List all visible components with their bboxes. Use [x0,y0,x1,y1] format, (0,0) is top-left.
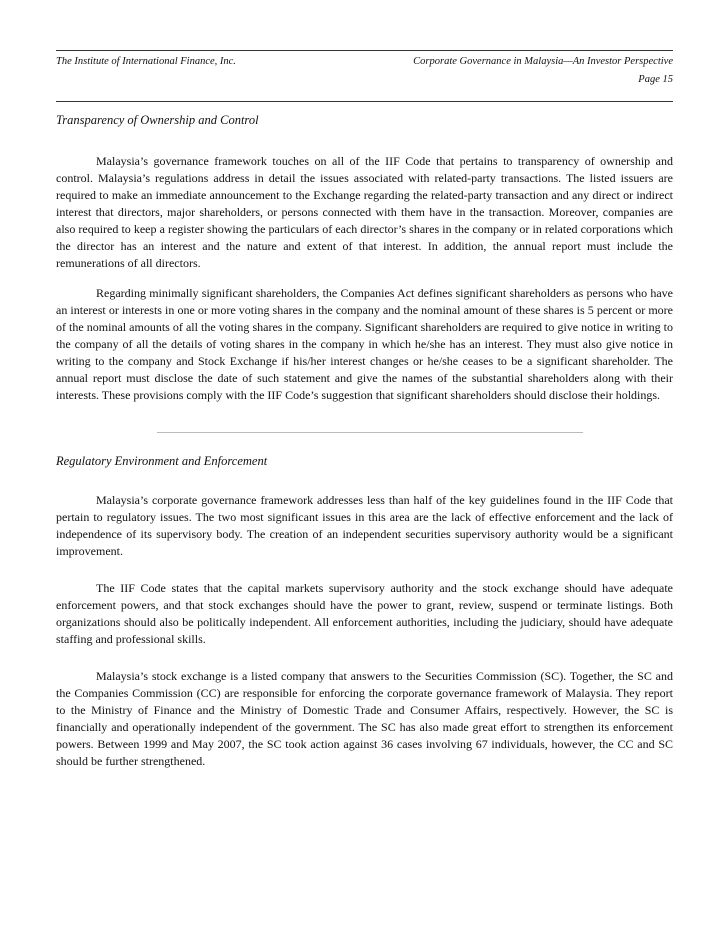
paragraph-regulatory-2: The IIF Code states that the capital markets supervisory authority and the stock exchange should have adequate enforcement powers, and that stock exchanges should have the power to grant, review, suspend or terminate listings. Both organizations should also be politically independent. All enforcement authorities, including the judiciary, should have adequate staffing and professional skills. [56,581,673,646]
paragraph-regulatory-1: Malaysia’s corporate governance framework addresses less than half of the key guidelines found in the IIF Code that pertain to regulatory issues. The two most significant issues in this area are the lack of effective enforcement and the lack of independence of its supervisory body. The creation of an independent securities supervisory authority would be a significant improvement. [56,493,673,558]
paragraph-transparency-1: Malaysia’s governance framework touches on all of the IIF Code that pertains to transparency of ownership and control. Malaysia’s regulations address in detail the issues associated with related-party transactions. The listed issuers are required to make an immediate announcement to the Exchange regarding the related-party transaction and any direct or indirect interest that directors, major shareholders, or persons connected with them have in the transaction. Moreover, companies are also required to keep a register showing the particulars of each director’s shares in the company or in related corporations which the director has an interest and the nature and extent of that interest. In addition, the annual report must include the remunerations of all directors. [56,154,673,270]
header-organization: The Institute of International Finance, Inc. [56,56,236,67]
header-document-title: Corporate Governance in Malaysia—An Investor Perspective [413,56,673,67]
page-number: Page 15 [638,74,673,85]
section-heading-transparency: Transparency of Ownership and Control [56,113,259,127]
section-divider [157,432,583,433]
header-top-rule [56,50,673,51]
header-bottom-rule [56,101,673,102]
section-heading-regulatory: Regulatory Environment and Enforcement [56,454,268,468]
paragraph-transparency-2: Regarding minimally significant shareholders, the Companies Act defines significant shareholders as persons who have an interest or interests in one or more voting shares in the company and the nominal amount of these shares is 5 percent or more of the nominal amounts of all the voting shares in the company. Significant shareholders are required to give notice in writing to the company of all the details of voting shares in the company in which he/she has an interest. They must also give notice in writing to the company and Stock Exchange if his/her interest changes or he/she ceases to be a significant shareholder. The annual report must disclose the date of such statement and give the names of the substantial shareholders along with their interests. These provisions comply with the IIF Code’s suggestion that significant shareholders should disclose their holdings. [56,286,673,402]
paragraph-regulatory-3: Malaysia’s stock exchange is a listed company that answers to the Securities Commission (SC). Together, the SC and the Companies Commission (CC) are responsible for enforcing the corporate governance framework of Malaysia. They report to the Ministry of Finance and the Ministry of Domestic Trade and Consumer Affairs, respectively. However, the SC is financially and operationally independent of the government. The SC has also made great effort to strengthen its enforcement powers. Between 1999 and May 2007, the SC took action against 36 cases involving 67 individuals, however, the CC and SC should be further strengthened. [56,669,673,768]
